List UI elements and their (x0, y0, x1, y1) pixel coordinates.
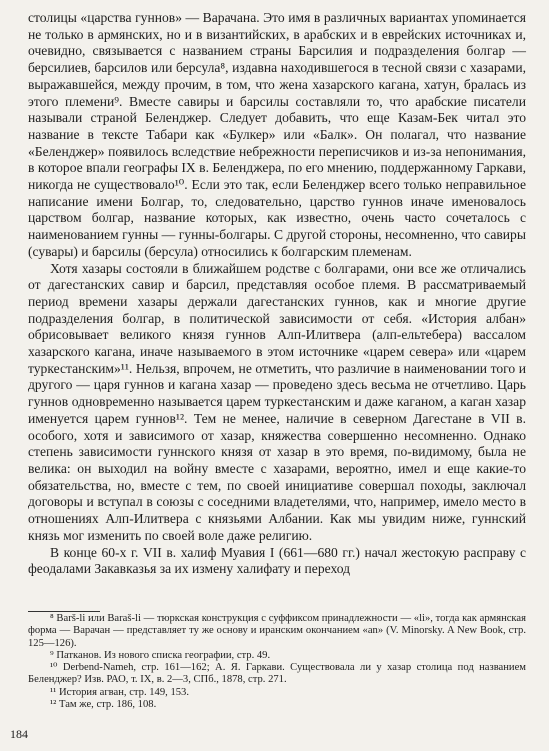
footnote-10: ¹⁰ Derbend-Nameh, стр. 161—162; А. Я. Гаркави. Существовала ли у хазар столица под названием Беленджер? Изв. РАО, т. IX, в. 2—3, СПб., 1878, стр. 271. (28, 662, 526, 686)
footnote-12: ¹² Там же, стр. 186, 108. (50, 699, 157, 711)
main-text (28, 10, 526, 578)
paragraph-3: В конце 60-х г. VII в. халиф Муавия I (661—680 гг.) начал жестокую расправу с феодалами Закавказья за их измену халифату и переход (28, 544, 526, 577)
footnote-8: ⁸ Barš-li или Baraš-li — тюркская конструкция с суффиксом принадлежности — «li», тогда как армянская форма — Варачан — представляет ту же основу и иранским окончанием «an» (V. Minorsky. A New Book, стр. 125—126). (28, 613, 526, 649)
footnotes (28, 613, 526, 711)
paragraph-2: Хотя хазары состояли в ближайшем родстве с болгарами, они все же отличались от дагестанских савир и барсил, представляя особое племя. В рассматриваемый период времени хазары держали дагестанских гуннов, как и многие другие подразделения болгар, в политической зависимости от себя. «История албан» обрисовывает великого князя гуннов Алп-Илитвера (алп-ельтебера) вассалом хазарского кагана, иначе называемого в этом источнике «царем севера» или «царем туркестанским»¹¹. Нельзя, впрочем, не отметить, что различие в наименовании того и другого — царя гуннов и кагана хазар — проведено здесь весьма не отчетливо. Царь гуннов одновременно называется царем туркестанским и даже каганом, а каган хазар именуется царем гуннов¹². Тем не менее, наличие в северном Дагестане в VII в. особого, хотя и зависимого от хазар, княжества совершенно несомненно. Однако степень зависимости гуннского князя от хазар в это время, по-видимому, была не велика: он выходил на войну вместе с хазарами, вероятно, имел и еще какие-то обязательства, но, вместе с тем, по своей инициативе совершал походы, заключал договоры и вступал в союзы с соседними владетелями, что, например, имело место в отношениях Алп-Илитвера с князьями Албании. Как мы увидим ниже, гуннский князь мог изменить по своей воле даже религию. (28, 260, 526, 543)
footnote-9: ⁹ Патканов. Из нового списка географии, стр. 49. (50, 649, 271, 661)
page-number: 184 (10, 727, 28, 741)
paragraph-1: столицы «царства гуннов» — Варачана. Это имя в различных вариантах упоминается не только в армянских, но и в византийских, в арабских и в еврейских источниках и, очевидно, связывается с названием страны Барсилия и подразделения болгар — берсилиев, барсилов или берсула⁸, издавна находившегося в тесной связи с хазарами, выражавшейся, между прочим, в том, что жена хазарского кагана, хатун, бралась из этого племени⁹. Вместе савиры и барсилы составляли то, что арабские писатели называли страной Беленджер. Следует добавить, что еще Казам-Бек читал это название в тексте Табари как «Булкер» или «Балк». Он полагал, что название «Беленджер» появилось вследствие небрежности переписчиков и из-за непонимания, в которое впали географы IX в. Беленджера, по его мнению, поддержанному Гаркави, никогда не существовало¹⁰. Если это так, если Беленджер всего только неправильное написание имени Болгар, то, следовательно, царство гуннов иначе именовалось царством болгар, название которых, как известно, очень часто сочеталось с наименованием гунны — гунны-болгары. С другой стороны, несомненно, что савиры (сувары) и барсилы (берсула) относились к болгарским племенам. (28, 10, 526, 259)
footnote-divider (28, 611, 100, 612)
footnote-11: ¹¹ История агван, стр. 149, 153. (50, 686, 189, 698)
